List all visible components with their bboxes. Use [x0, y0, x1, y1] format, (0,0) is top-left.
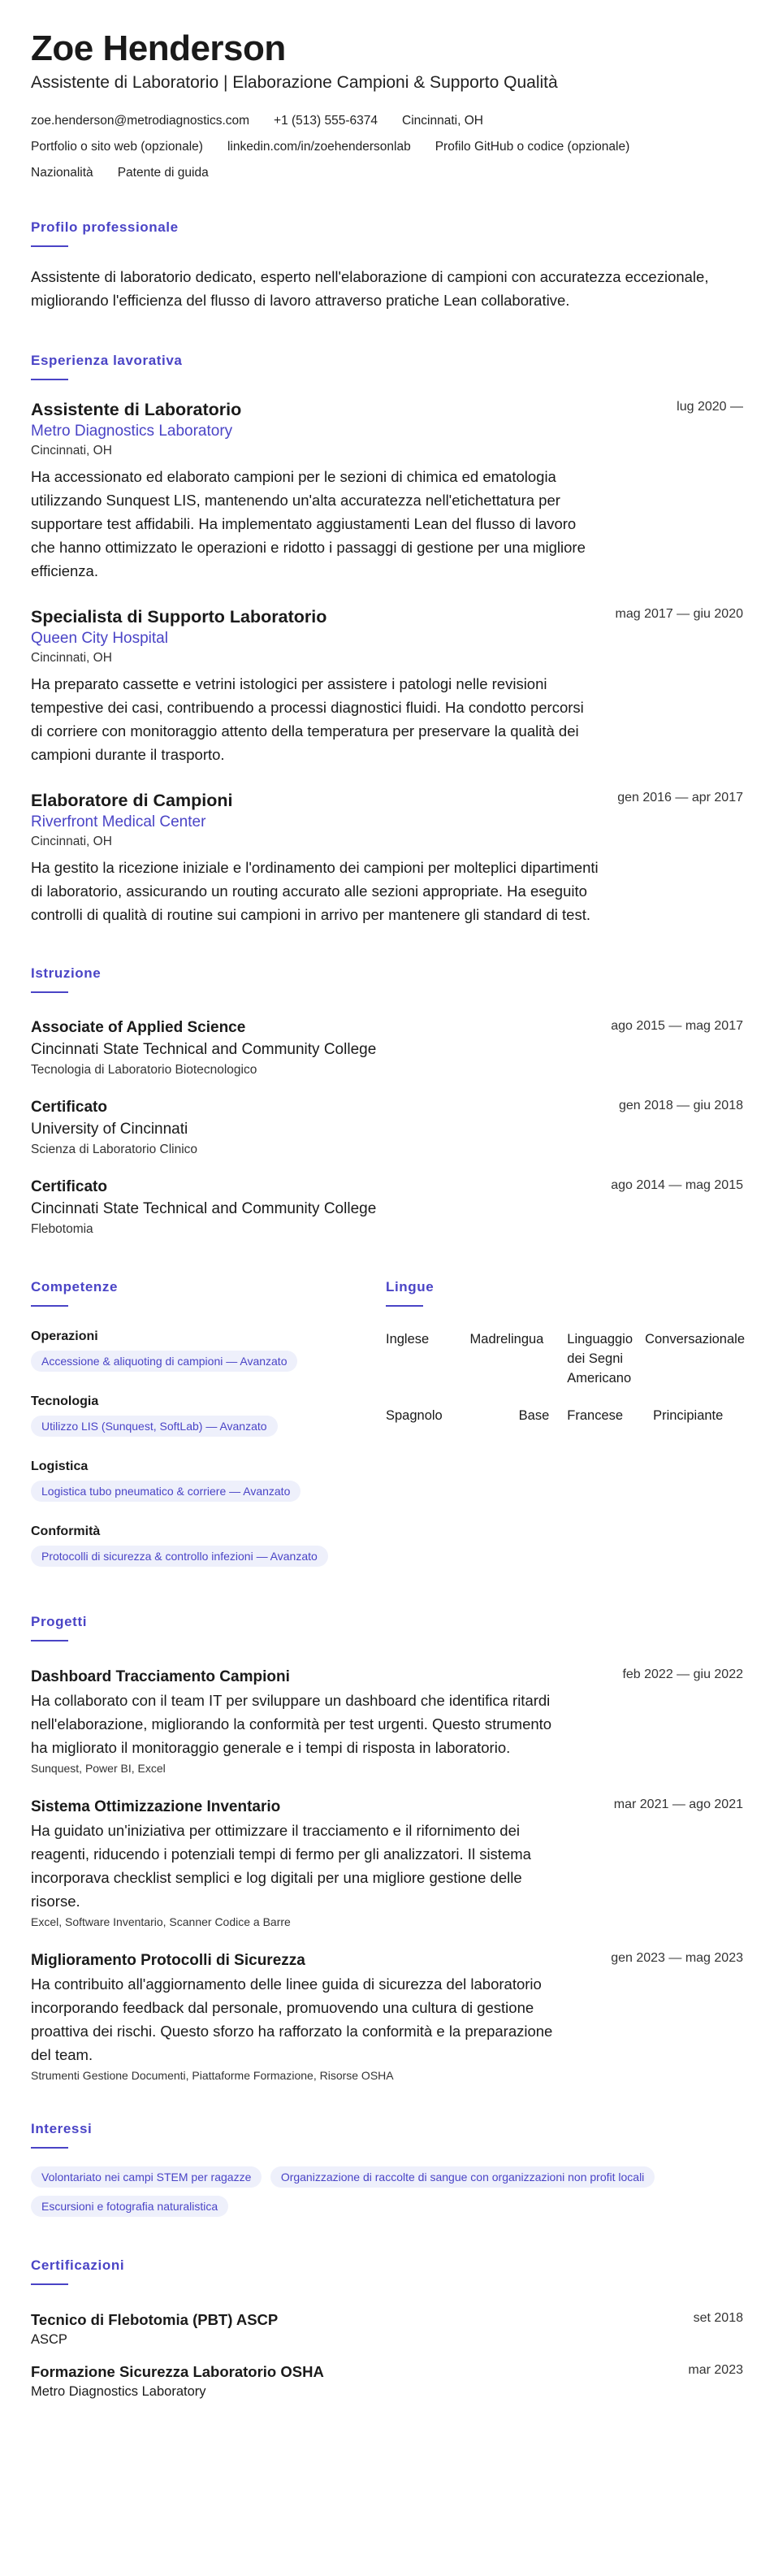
skill-category: Conformità	[31, 1524, 101, 1538]
education-entry	[31, 1097, 743, 1159]
job-company: Queen City Hospital	[31, 630, 168, 647]
section-divider	[31, 245, 68, 247]
headline: Assistente di Laboratorio | Elaborazione Campioni & Supporto Qualità	[31, 73, 558, 92]
interests-list	[31, 2166, 743, 2225]
candidate-name: Zoe Henderson	[31, 28, 286, 68]
job-title: Assistente di Laboratorio	[31, 400, 242, 419]
section-divider	[31, 1305, 68, 1307]
education-field: Tecnologia di Laboratorio Biotecnologico	[31, 1063, 257, 1077]
section-divider	[31, 2147, 68, 2149]
education-entry	[31, 1177, 743, 1238]
driving-license: Patente di guida	[117, 166, 209, 180]
education-school: University of Cincinnati	[31, 1121, 188, 1138]
project-description: Ha contribuito all'aggiornamento delle linee guida di sicurezza del laboratorio incorporando feedback dal personale, promuovendo una cultura di gestione proattiva dei rischi. Questo sforzo ha rafforzato la conformità e la preparazione del team.	[31, 1975, 553, 2063]
skill-category: Logistica	[31, 1459, 89, 1473]
education-degree: Certificato	[31, 1099, 107, 1116]
section-divider	[31, 379, 68, 380]
education-dates: gen 2018 — giu 2018	[618, 1099, 743, 1112]
skills-section	[31, 1279, 386, 1589]
certification-date: mar 2023	[688, 2363, 743, 2377]
certification-title: Formazione Sicurezza Laboratorio OSHA	[31, 2363, 324, 2380]
job-location: Cincinnati, OH	[31, 444, 112, 458]
section-title-interests: Interessi	[31, 2121, 93, 2136]
project-tech: Excel, Software Inventario, Scanner Codice a Barre	[31, 1915, 291, 1928]
language-name: Francese	[567, 1408, 624, 1423]
job-dates: gen 2016 — apr 2017	[617, 791, 743, 804]
skill-group	[31, 1394, 386, 1445]
skill-group	[31, 1459, 386, 1510]
section-title-languages: Lingue	[386, 1279, 435, 1295]
job-company: Metro Diagnostics Laboratory	[31, 423, 233, 440]
job-title: Elaboratore di Campioni	[31, 791, 233, 810]
linkedin-link[interactable]: linkedin.com/in/zoehendersonlab	[227, 140, 411, 154]
certification-entry	[31, 2309, 743, 2348]
education-dates: ago 2015 — mag 2017	[611, 1019, 743, 1033]
section-title-skills: Competenze	[31, 1279, 119, 1295]
project-dates: gen 2023 — mag 2023	[611, 1951, 743, 1965]
project-entry	[31, 1666, 743, 1775]
skill-tag: Utilizzo LIS (Sunquest, SoftLab) — Avanzato	[31, 1416, 278, 1437]
languages-section	[386, 1279, 743, 1589]
project-title: Sistema Ottimizzazione Inventario	[31, 1798, 281, 1815]
education-degree: Certificato	[31, 1178, 107, 1195]
job-entry	[31, 605, 743, 766]
section-title-certifications: Certificazioni	[31, 2257, 125, 2273]
certification-date: set 2018	[693, 2311, 743, 2325]
section-title-education: Istruzione	[31, 965, 102, 981]
project-tech: Sunquest, Power BI, Excel	[31, 1762, 166, 1775]
contact-row-3	[31, 166, 743, 180]
education-dates: ago 2014 — mag 2015	[611, 1178, 743, 1192]
job-location: Cincinnati, OH	[31, 835, 112, 848]
education-degree: Associate of Applied Science	[31, 1019, 246, 1036]
skills-languages-row	[31, 1279, 743, 1589]
nationality: Nazionalità	[31, 166, 93, 180]
certification-entry	[31, 2361, 743, 2400]
interest-tag: Volontariato nei campi STEM per ragazze	[31, 2166, 262, 2188]
contact-row-2	[31, 140, 743, 154]
interest-tag: Escursioni e fotografia naturalistica	[31, 2196, 228, 2217]
skill-group	[31, 1524, 386, 1575]
job-description: Ha accessionato ed elaborato campioni per le sezioni di chimica ed ematologia utilizzando Sunquest LIS, mantenendo un'alta accuratezza nell'etichettatura per supportare test affidabili. Ha implementato aggiustamenti Lean del flusso di lavoro che hanno ottimizzato le operazioni e ridotto i passaggi di gestione per una migliore efficienza.	[31, 468, 586, 579]
section-divider	[31, 991, 68, 993]
project-tech: Strumenti Gestione Documenti, Piattaforme Formazione, Risorse OSHA	[31, 2069, 394, 2082]
language-row	[386, 1329, 745, 1406]
portfolio-link[interactable]: Portfolio o sito web (opzionale)	[31, 140, 203, 154]
language-level: Base	[518, 1408, 550, 1423]
section-divider	[31, 2283, 68, 2285]
languages-table	[386, 1329, 745, 1443]
project-entry	[31, 1796, 743, 1928]
education-school: Cincinnati State Technical and Community College	[31, 1200, 377, 1217]
skill-tag: Logistica tubo pneumatico & corriere — Avanzato	[31, 1481, 301, 1502]
profile-summary: Assistente di laboratorio dedicato, esperto nell'elaborazione di campioni con accuratezza eccezionale, migliorando l'efficienza del flusso di lavoro attraverso pratiche Lean collaborative.	[31, 268, 709, 309]
project-title: Miglioramento Protocolli di Sicurezza	[31, 1952, 305, 1969]
section-title-experience: Esperienza lavorativa	[31, 353, 183, 368]
job-description: Ha gestito la ricezione iniziale e l'ordinamento dei campioni per molteplici dipartimenti di laboratorio, assicurando un routing accurato alle sezioni appropriate. Ha eseguito controlli di qualità di routine sui campioni in arrivo per mantenere gli standard di test.	[31, 859, 599, 923]
contact-row-1	[31, 114, 743, 128]
certification-issuer: ASCP	[31, 2332, 67, 2347]
skill-tag: Accessione & aliquoting di campioni — Avanzato	[31, 1351, 297, 1372]
location: Cincinnati, OH	[402, 114, 483, 128]
project-entry	[31, 1949, 743, 2082]
skill-tag: Protocolli di sicurezza & controllo infezioni — Avanzato	[31, 1546, 328, 1567]
job-location: Cincinnati, OH	[31, 651, 112, 665]
job-title: Specialista di Supporto Laboratorio	[31, 607, 327, 627]
education-school: Cincinnati State Technical and Community College	[31, 1041, 377, 1058]
job-entry	[31, 789, 743, 926]
education-field: Scienza di Laboratorio Clinico	[31, 1143, 198, 1156]
project-description: Ha collaborato con il team IT per sviluppare un dashboard che identifica ritardi nell'elaborazione, migliorando la conformità per test urgenti. Questo strumento ha migliorato il monitoraggio generale e i tempi di risposta in laboratorio.	[31, 1692, 552, 1756]
job-dates: mag 2017 — giu 2020	[615, 607, 743, 621]
skill-category: Tecnologia	[31, 1394, 99, 1408]
skill-group	[31, 1329, 386, 1380]
language-name: Linguaggio dei Segni Americano	[567, 1332, 633, 1386]
project-title: Dashboard Tracciamento Campioni	[31, 1668, 290, 1685]
language-level: Conversazionale	[645, 1332, 745, 1347]
job-entry	[31, 398, 743, 583]
education-entry	[31, 1017, 743, 1079]
project-dates: mar 2021 — ago 2021	[613, 1798, 743, 1811]
phone-link[interactable]: +1 (513) 555-6374	[274, 114, 378, 128]
interest-tag: Organizzazione di raccolte di sangue con organizzazioni non profit locali	[270, 2166, 655, 2188]
language-level: Principiante	[653, 1408, 724, 1423]
github-link[interactable]: Profilo GitHub o codice (opzionale)	[435, 140, 630, 154]
skill-category: Operazioni	[31, 1329, 98, 1343]
language-row	[386, 1406, 745, 1443]
section-title-profile: Profilo professionale	[31, 219, 179, 235]
certification-title: Tecnico di Flebotomia (PBT) ASCP	[31, 2311, 279, 2328]
project-description: Ha guidato un'iniziativa per ottimizzare il tracciamento e il rifornimento dei reagenti, riducendo i potenziali tempi di fermo per gli analizzatori. Il sistema incorporava checklist semplici e log digitali per una migliore gestione delle risorse.	[31, 1822, 531, 1910]
section-divider	[386, 1305, 423, 1307]
job-company: Riverfront Medical Center	[31, 813, 206, 830]
job-description: Ha preparato cassette e vetrini istologici per assistere i patologi nelle revisioni tempestive dei casi, contribuendo a processi diagnostici fluidi. Ha condotto percorsi di corriere con monitoraggio attento della temperatura per preservare la qualità dei campioni durante il trasporto.	[31, 675, 584, 763]
certification-issuer: Metro Diagnostics Laboratory	[31, 2384, 206, 2399]
language-level: Madrelingua	[469, 1332, 544, 1347]
job-dates: lug 2020 —	[677, 400, 743, 414]
section-title-projects: Progetti	[31, 1614, 88, 1629]
education-field: Flebotomia	[31, 1222, 93, 1236]
language-name: Inglese	[386, 1332, 430, 1347]
section-divider	[31, 1640, 68, 1641]
email-link[interactable]: zoe.henderson@metrodiagnostics.com	[31, 114, 250, 128]
language-name: Spagnolo	[386, 1408, 443, 1423]
project-dates: feb 2022 — giu 2022	[622, 1667, 743, 1681]
